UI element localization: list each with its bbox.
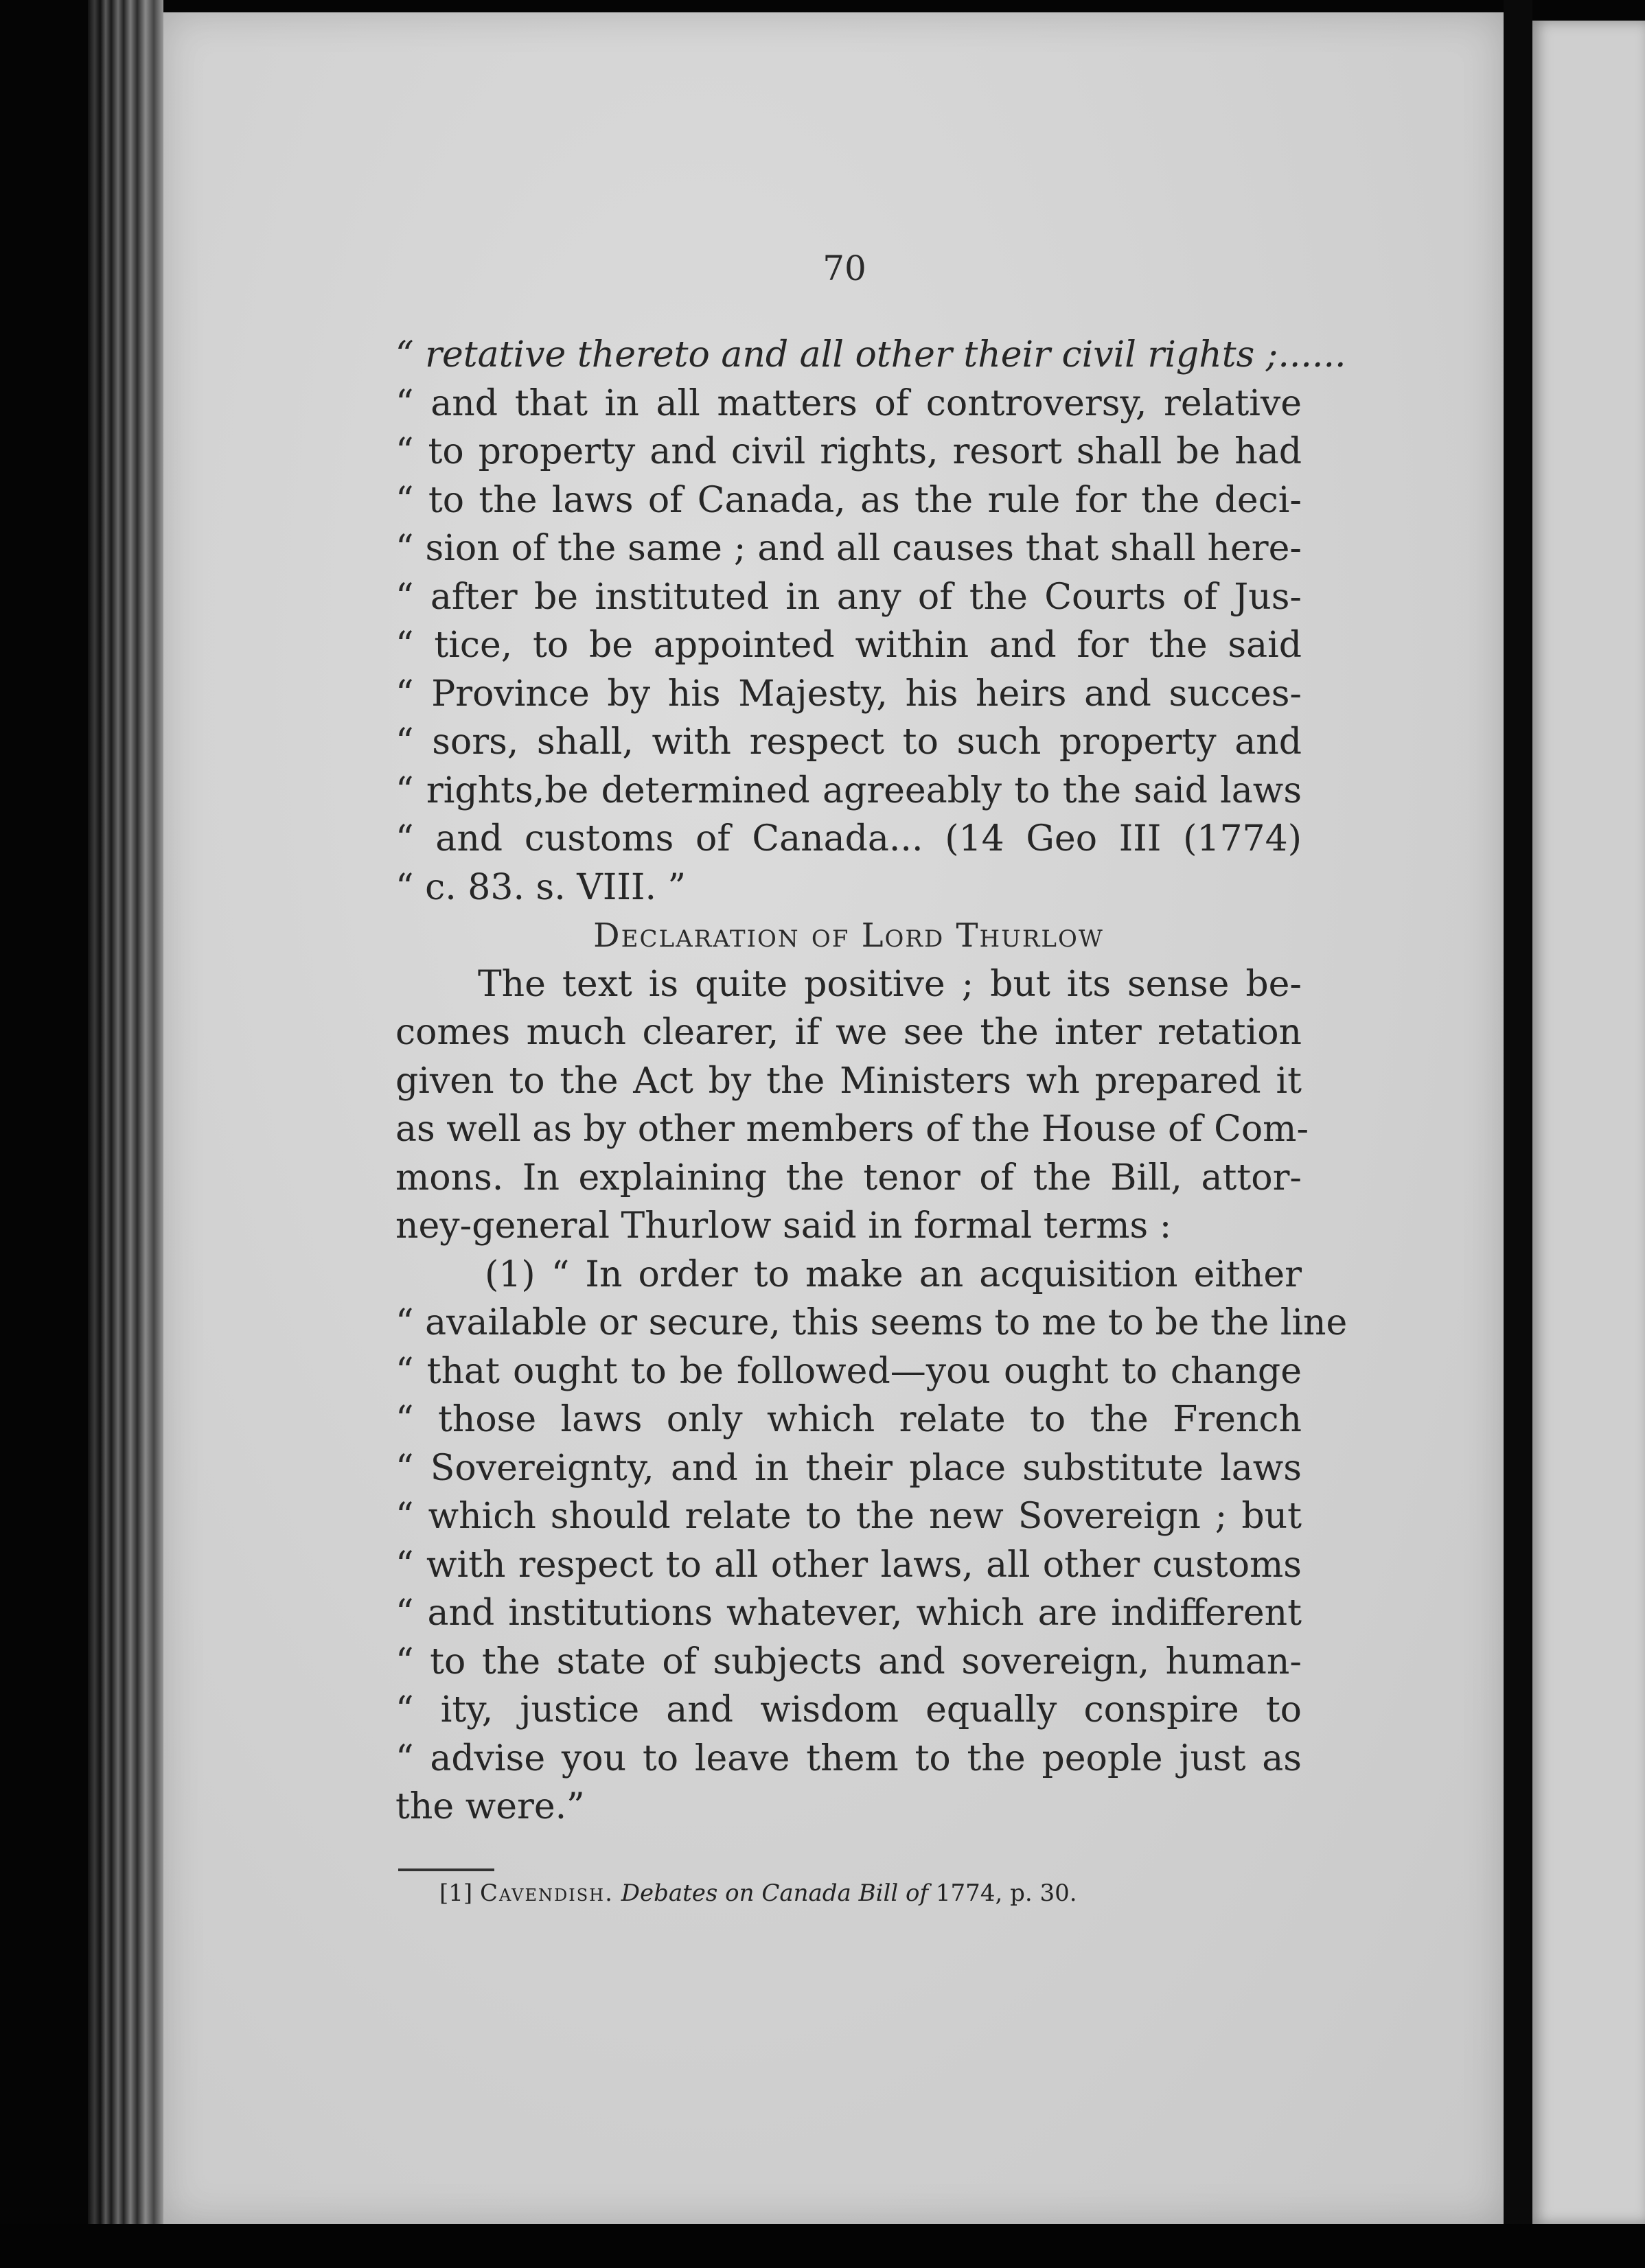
- paragraph2-line-4: “ those laws only which relate to the French: [395, 1399, 1302, 1440]
- paragraph2-line-10: “ ity, justice and wisdom equally conspire to: [395, 1689, 1302, 1731]
- footnote-citation: 1774, p. 30.: [935, 1879, 1077, 1907]
- facing-page-edge: [1532, 21, 1645, 2224]
- page-number: 70: [822, 248, 866, 288]
- paragraph1-line-1: The text is quite positive ; but its sense be-: [478, 963, 1302, 1005]
- text-line-2: “ and that in all matters of controversy, relative: [395, 382, 1302, 424]
- paragraph1-line-6: ney-general Thurlow said in formal terms :: [395, 1205, 1172, 1247]
- text-line-11: “ and customs of Canada... (14 Geo III (1774): [395, 818, 1302, 859]
- section-heading: Declaration of Lord Thurlow: [593, 916, 1104, 955]
- paragraph2-line-3: “ that ought to be followed—you ought to change: [395, 1350, 1302, 1392]
- text-line-4: “ to the laws of Canada, as the rule for the deci-: [395, 479, 1302, 521]
- page-text: [395, 331, 1348, 1831]
- text-line-5: “ sion of the same ; and all causes that shall here-: [395, 528, 1302, 569]
- book-gutter: [1504, 0, 1532, 2268]
- text-line-1: “ retative thereto and all other their civil rights ;......: [395, 334, 1346, 375]
- paragraph2-line-5: “ Sovereignty, and in their place substitute laws: [395, 1447, 1302, 1489]
- paragraph2-line-2: “ available or secure, this seems to me to be the line: [395, 1302, 1348, 1343]
- paragraph2-line-1: (1) “ In order to make an acquisition either: [485, 1253, 1302, 1295]
- paragraph1-line-5: mons. In explaining the tenor of the Bill, attor-: [395, 1157, 1302, 1199]
- footnote-marker: [1]: [439, 1879, 473, 1907]
- paragraph2-line-8: “ and institutions whatever, which are indifferent: [395, 1593, 1302, 1634]
- footnote-title: Debates on Canada Bill of: [621, 1879, 929, 1907]
- paragraph1-line-3: given to the Act by the Ministers wh prepared it: [395, 1060, 1302, 1102]
- paragraph2-line-9: “ to the state of subjects and sovereign, human-: [395, 1641, 1302, 1682]
- text-line-9: “ sors, shall, with respect to such property and: [395, 721, 1302, 763]
- book-page-edges: [88, 0, 163, 2268]
- footnote: [439, 1879, 1077, 1907]
- paragraph2-line-11: “ advise you to leave them to the people just as: [395, 1737, 1302, 1779]
- text-line-10: “ rights,be determined agreeably to the said laws: [395, 769, 1302, 811]
- text-line-3: “ to property and civil rights, resort shall be had: [395, 431, 1302, 472]
- text-line-6: “ after be instituted in any of the Courts of Jus-: [395, 576, 1302, 618]
- text-line-7: “ tice, to be appointed within and for the said: [395, 625, 1302, 666]
- paragraph2-line-7: “ with respect to all other laws, all other customs: [395, 1544, 1302, 1586]
- text-line-8: “ Province by his Majesty, his heirs and succes-: [395, 673, 1302, 715]
- text-line-12: “ c. 83. s. VIII. ”: [395, 866, 687, 908]
- footnote-divider: [398, 1868, 494, 1871]
- paragraph1-line-4: as well as by other members of the House of Com-: [395, 1109, 1309, 1150]
- scan-bottom-border: [0, 2224, 1645, 2268]
- paragraph2-line-12: the were.”: [395, 1786, 585, 1827]
- paragraph2-line-6: “ which should relate to the new Sovereign ; but: [395, 1496, 1302, 1537]
- footnote-author: Cavendish.: [479, 1879, 614, 1907]
- paragraph1-line-2: comes much clearer, if we see the inter retation: [395, 1012, 1302, 1053]
